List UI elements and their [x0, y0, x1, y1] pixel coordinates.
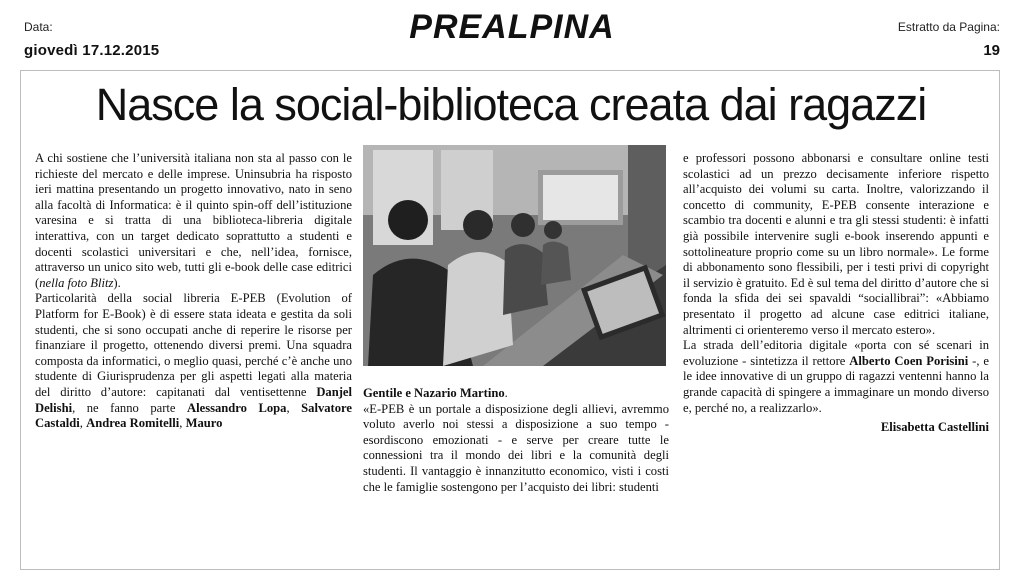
newspaper-masthead-logo: PREALPINA [409, 8, 615, 46]
paragraph [35, 151, 352, 291]
paragraph [683, 338, 989, 416]
photo-credit: nella foto Blitz [39, 275, 114, 290]
photo-students-at-table [363, 145, 666, 366]
paragraph [363, 386, 669, 402]
person-name: Salvatore Castaldi [35, 400, 352, 431]
article-headline: Nasce la social-biblioteca creata dai ragazzi [95, 79, 927, 130]
paragraph-text: . [504, 386, 508, 400]
person-name: Alessandro Lopa [187, 400, 287, 415]
paragraph-text: A chi sostiene che l’università italiana non sta al passo con le richieste del mercato e delle imprese. Uninsubria ha risposto ieri mattina presentando un progetto innovativo, nato in seno alla facoltà di Informatica: è il quinto spin-off dell’istituzione varesina e si tratta di una biblioteca-libreria digitale interattiva, con un target dedicato soprattutto a studenti e docenti scolastici universitari e che, nell’idea, fornisce, attraverso un unico sito web, tutti gli e-book delle case editrici ( [35, 151, 352, 290]
article-column-3 [683, 151, 989, 436]
article-column-2 [363, 386, 669, 495]
page-label: Estratto da Pagina: [897, 20, 1000, 34]
paragraph-text: La strada dell’editoria digitale «porta con sé scenari in evoluzione - sintetizza il rettore [683, 338, 989, 368]
paragraph: «E-PEB è un portale a disposizione degli allievi, avremmo voluto averlo noi stessi a disposizione a suo tempo - esordiscono emozionati - e serve per creare tutte le connessioni tra il mondo dei libri e la comunità degli studenti. Il vantaggio è innanzitutto economico, visti i costi che le famiglie sostengono per l’acquisto dei libri: studenti [363, 401, 669, 494]
issue-date: giovedì 17.12.2015 [24, 42, 160, 59]
author-signature: Elisabetta Castellini [880, 420, 989, 435]
paragraph-text: Particolarità della social libreria E-PEB (Evolution of Platform for E-Book) è di essere stata ideata e gestita da soli studenti, che si sono occupati anche di reperire le risorse per finanziare il progetto, ottenendo diversi premi. Una squadra composta da informatici, o meglio quasi, perché c’è anche uno studente di Giurisprudenza per gli aspetti legati alla materia del diritto d’autore: capitanati dal ventisettenne [35, 291, 352, 399]
paragraph [35, 291, 352, 431]
article-column-1 [35, 151, 352, 432]
paragraph-text: , [286, 400, 302, 415]
date-label: Data: [24, 20, 53, 34]
article-photo [363, 145, 666, 366]
person-name: Alberto Coen Porisini [849, 353, 969, 368]
paragraph-text: , [179, 416, 186, 431]
person-name: Mauro [185, 416, 223, 431]
paragraph-text: ). [113, 275, 121, 290]
article-clipping [20, 70, 1000, 570]
paragraph-text: -, e le idee innovative di un gruppo di ragazzi ventenni hanno la grande capacità di spingere a immaginare un mondo diverso e, perché no, a realizzarlo». [683, 353, 989, 415]
paragraph-text: , [79, 416, 87, 431]
header-date-block [24, 20, 159, 59]
person-name: Andrea Romitelli [86, 416, 180, 431]
person-name: Danjel Delishi [35, 384, 352, 415]
page-number: 19 [983, 42, 1000, 59]
paragraph: e professori possono abbonarsi e consultare online testi scolastici ad un prezzo decisamente inferiore rispetto all’acquisto dei volumi su carta. Inoltre, valorizzando il concetto di community, E-PEB consente interazione e scambio tra docenti e alunni e tra gli stessi studenti: è infatti già possibile intervenire sugli e-book inserendo appunti e sottolineature proprio come su un libro normale». Le forme di abbonamento sono flessibili, per i testi privi di copyright il servizio è gratuito. Ed è sul tema del diritto d’autore che si fonda la sfida dei sei spavaldi “sociallibrai”: «Abbiamo presentato il progetto ad alcune case editrici italiane, altrimenti ci orienteremo verso il mercato estero». [683, 151, 989, 337]
paragraph-text: , ne fanno parte [72, 400, 188, 415]
person-name: Gentile e Nazario Martino [363, 386, 505, 400]
header-page-block [898, 20, 1000, 59]
